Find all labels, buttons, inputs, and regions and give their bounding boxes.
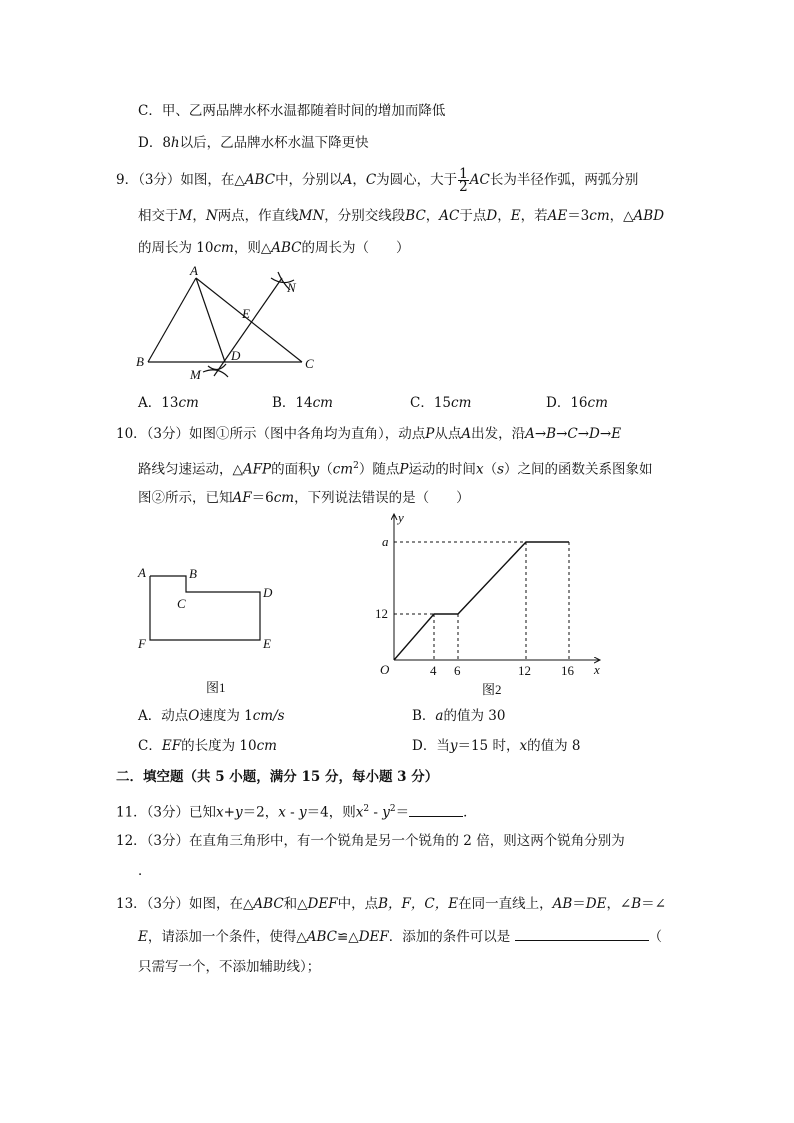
q10-option-d: D．当y＝15 时，x的值为 8: [412, 738, 581, 754]
fig1-caption: 图1: [206, 680, 226, 695]
q9-triangle-figure: [130, 262, 330, 384]
label-c: C: [305, 356, 314, 371]
x-tick-4: 4: [430, 663, 437, 678]
origin-label: O: [380, 662, 390, 677]
q9-option-c: C．15cm: [410, 395, 472, 411]
y-tick-12: 12: [375, 606, 388, 621]
q13-answer-blank[interactable]: [515, 926, 649, 941]
segment-ab: [148, 278, 196, 362]
x-tick-6: 6: [454, 663, 461, 678]
fig1-label-a: A: [138, 565, 146, 580]
l-shape-outline: [150, 576, 260, 640]
q10-figure2-graph: [370, 508, 610, 700]
q11-answer-blank[interactable]: [409, 802, 463, 817]
label-e: E: [242, 306, 250, 321]
y-axis-label: y: [398, 510, 404, 525]
q10-figure1-shape: [130, 560, 290, 700]
q10-line3: 图②所示，已知AF＝6cm，下列说法错误的是（ ）: [138, 490, 470, 506]
label-b: B: [136, 354, 144, 369]
q10-option-b: B．a的值为 30: [412, 708, 506, 724]
q11: 11．（3分）已知x+y＝2，x - y＝4，则$x^2 - y^2=$ ．: [116, 799, 477, 823]
q12-line1: 12．（3分）在直角三角形中，有一个锐角是另一个锐角的 2 倍，则这两个锐角分别为: [116, 833, 625, 849]
q9-line1: 9．（3分）如图，在△ABC中，分别以A，C为圆心，大于 $\frac{1}{2}$ AC长为半径作弧，两弧分别: [116, 166, 639, 195]
segment-ad: [196, 278, 225, 362]
line-mn: [214, 278, 282, 376]
q13-line2: E，请添加一个条件，使得△ABC≌△DEF．添加的条件可以是 （: [138, 926, 662, 947]
q9-line3: 的周长为 10cm，则△ABC的周长为（ ）: [138, 240, 410, 256]
q10-option-c: C．EF的长度为 10cm: [138, 738, 277, 754]
x-tick-16: 16: [561, 663, 574, 678]
q9-fraction: $\frac{1}{2}$: [459, 166, 468, 195]
y-tick-a: a: [382, 534, 389, 549]
q9-option-d: D．16cm: [546, 395, 608, 411]
q10-line2: 路线匀速运动，△AFP的面积$y(cm^2)$随点P运动的时间x（s）之间的函数关系图象如: [138, 461, 653, 478]
label-n: N: [287, 280, 296, 295]
label-d: D: [231, 348, 241, 363]
q10-option-a: A．动点O速度为 1cm/s: [138, 708, 285, 724]
fig1-label-e: E: [263, 636, 271, 651]
q13-line3: 只需写一个，不添加辅助线）；: [138, 959, 321, 975]
label-a: A: [190, 263, 198, 278]
q12-line2: ．: [138, 863, 152, 879]
q8-option-d: D．8h以后，乙品牌水杯水温下降更快: [138, 135, 369, 151]
q9-line2: 相交于M，N两点，作直线MN，分别交线段BC，AC于点D，E，若AE＝3cm，△ABD: [138, 208, 665, 224]
fig1-label-b: B: [189, 566, 197, 581]
q10-line1: 10．（3分）如图①所示（图中各角均为直角），动点P从点A出发，沿A→B→C→D→E: [116, 426, 622, 442]
fig1-label-f: F: [138, 636, 146, 651]
x-tick-12: 12: [518, 663, 531, 678]
q9-option-b: B．14cm: [272, 395, 333, 411]
x-axis-label: x: [594, 662, 600, 677]
label-m: M: [190, 367, 201, 382]
fig1-label-d: D: [263, 585, 273, 600]
fig1-label-c: C: [177, 596, 186, 611]
function-graph: [394, 542, 569, 660]
q8-option-c: C．甲、乙两品牌水杯水温都随着时间的增加而降低: [138, 103, 446, 119]
fig2-caption: 图2: [482, 682, 502, 697]
q13-line1: 13．（3分）如图，在△ABC和△DEF中，点B，F，C，E在同一直线上，AB＝DE，∠B＝∠: [116, 896, 666, 912]
q9-option-a: A．13cm: [138, 395, 199, 411]
section-2-heading: 二．填空题（共 5 小题，满分 15 分，每小题 3 分）: [116, 769, 439, 785]
arc-m-2: [208, 364, 226, 370]
